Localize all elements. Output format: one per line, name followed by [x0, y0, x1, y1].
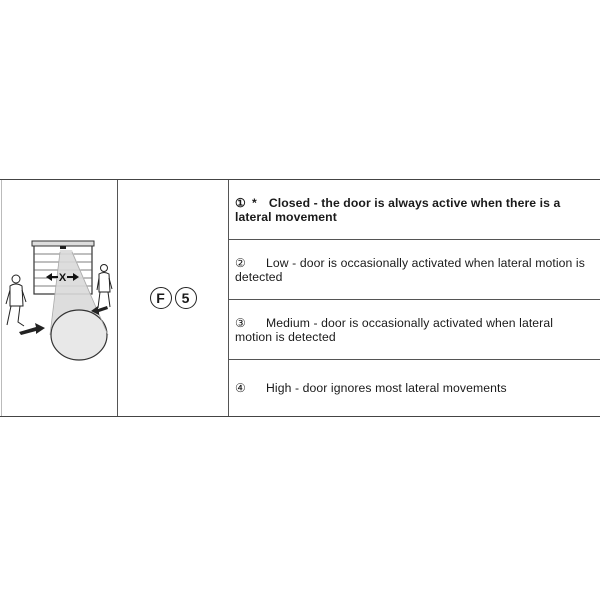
options-list — [229, 180, 600, 416]
option-marker: ④ — [235, 381, 247, 395]
lateral-movement-illustration — [2, 180, 116, 416]
function-letter-badge: F — [150, 287, 172, 309]
option-text: High - door ignores most lateral movements — [266, 381, 507, 395]
column-divider — [117, 180, 118, 416]
option-text: Low - door is occasionally activated when lateral motion is detected — [235, 255, 585, 284]
lateral-label: X — [58, 272, 67, 284]
option-row-medium — [229, 300, 600, 359]
option-marker: ③ — [235, 315, 247, 330]
option-marker: ① — [235, 195, 247, 210]
option-text: Medium - door is occasionally activated when lateral motion is detected — [235, 315, 554, 344]
option-marker: ② — [235, 255, 247, 270]
default-star: * — [252, 195, 257, 210]
person-icon — [6, 275, 26, 326]
function-number-badge: 5 — [175, 287, 197, 309]
option-row-high — [229, 360, 600, 416]
option-row-low — [229, 240, 600, 299]
option-text: Closed - the door is always active when there is a lateral movement — [235, 195, 561, 224]
settings-table — [0, 179, 600, 417]
option-row-closed — [229, 180, 600, 239]
door-sensor-diagram — [2, 180, 116, 416]
person-icon — [97, 265, 112, 309]
setting-code — [119, 180, 227, 416]
